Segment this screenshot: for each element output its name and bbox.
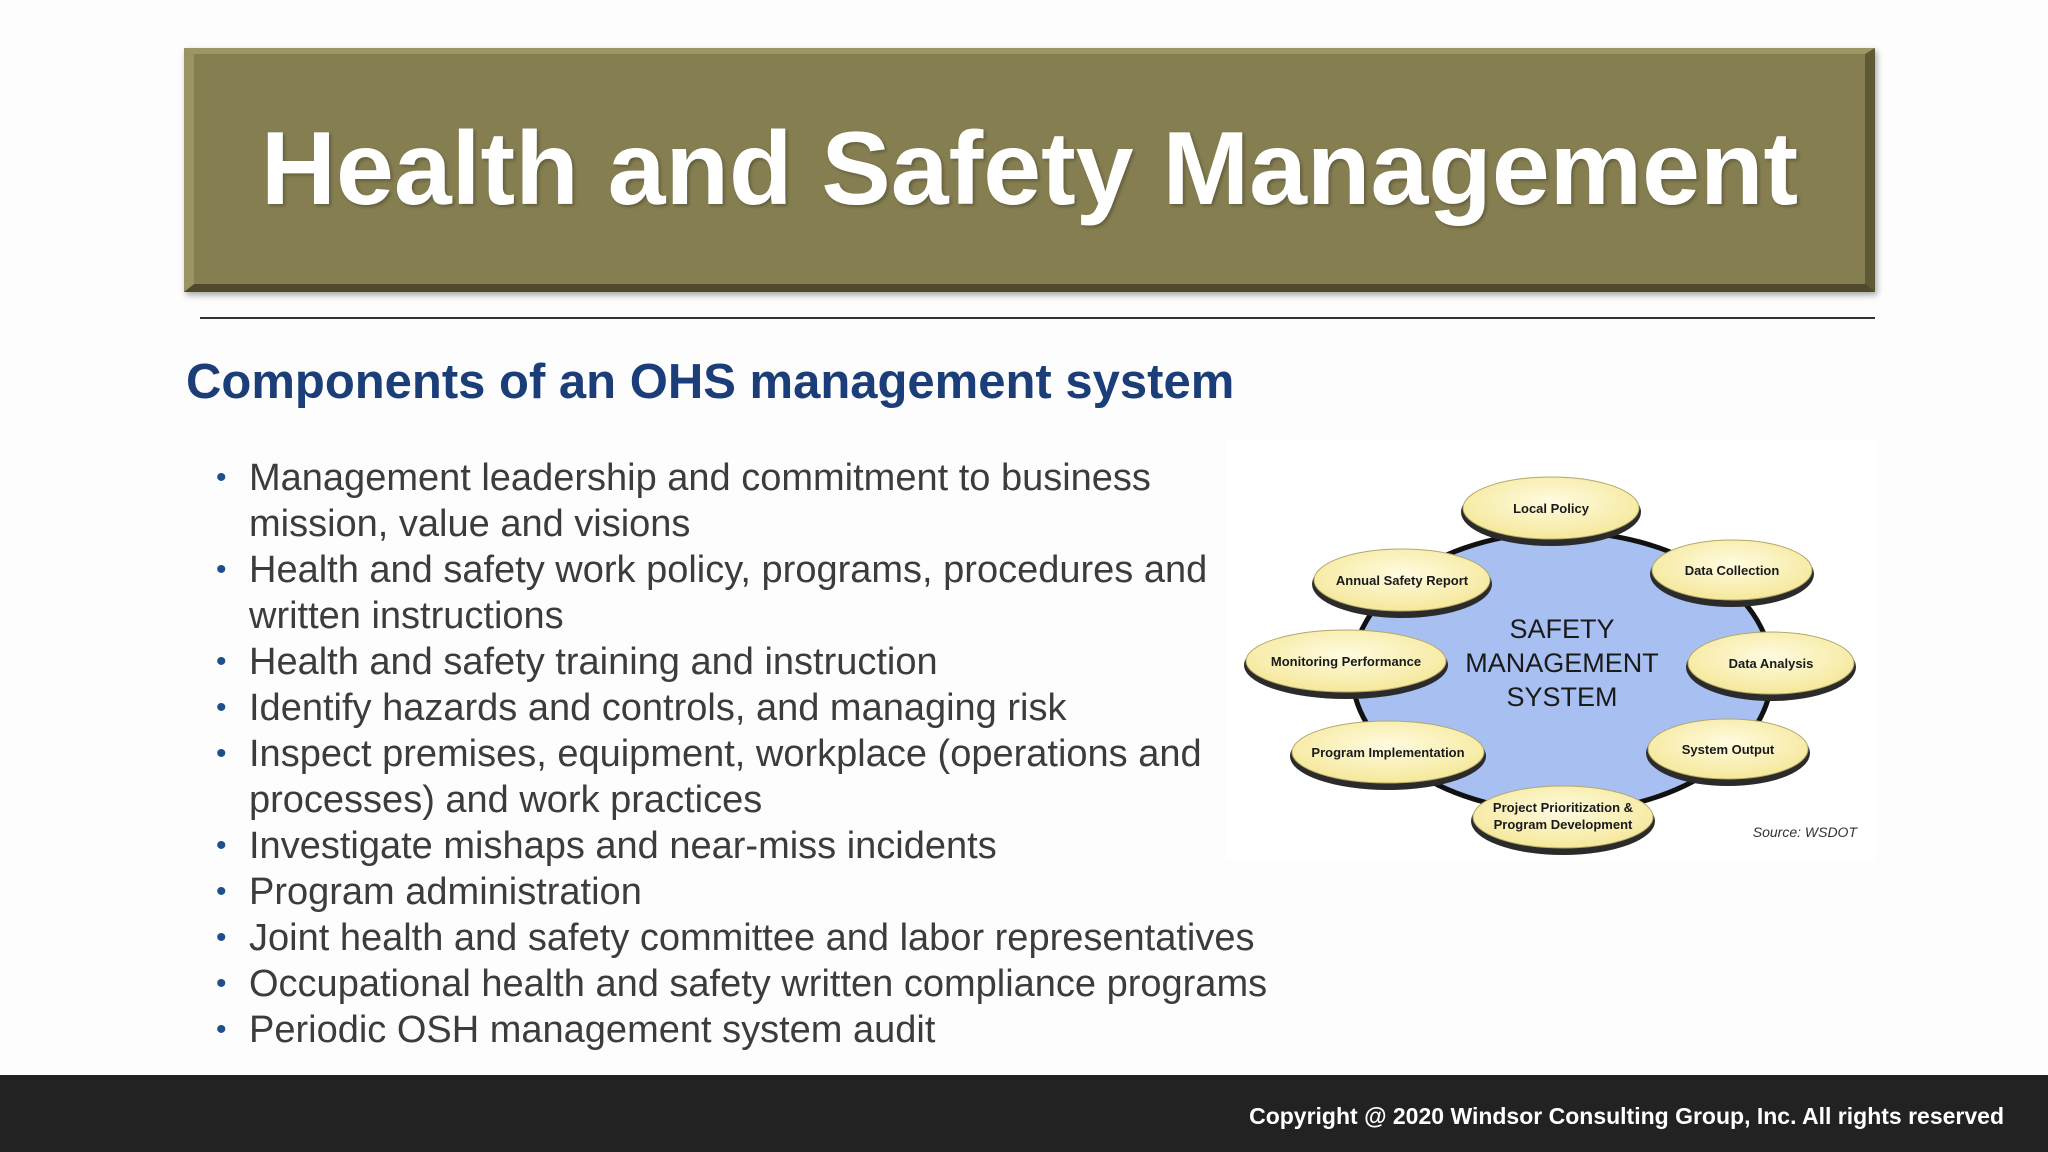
svg-text:SYSTEM: SYSTEM: [1506, 682, 1618, 712]
svg-text:SAFETY: SAFETY: [1509, 614, 1615, 644]
bullet-item: [216, 823, 1306, 869]
bullet-line: Occupational health and safety written compliance programs: [249, 963, 1268, 1005]
footer-bar: [0, 1075, 2048, 1152]
bullet-item: [216, 639, 1306, 685]
bullet-line: Joint health and safety committee and labor representatives: [249, 917, 1255, 959]
svg-text:MANAGEMENT: MANAGEMENT: [1465, 648, 1659, 678]
bullet-line: Program administration: [249, 871, 642, 913]
bullet-item: [216, 1007, 1306, 1053]
svg-text:Program Development: Program Development: [1493, 817, 1633, 832]
bullet-dot-icon: •: [216, 645, 227, 678]
section-heading: Components of an OHS management system: [186, 355, 1235, 409]
svg-text:System Output: System Output: [1681, 742, 1775, 757]
bullet-line: Investigate mishaps and near-miss incidents: [249, 825, 997, 867]
bullet-list: [216, 455, 1306, 1053]
bullet-line: Periodic OSH management system audit: [249, 1009, 936, 1051]
node-data-collection: [1650, 540, 1814, 607]
node-program-implementation: [1290, 721, 1486, 790]
node-local-policy: [1461, 477, 1641, 546]
bullet-item: [216, 961, 1306, 1007]
bullet-item: [216, 455, 1306, 547]
safety-management-diagram: [1226, 440, 1876, 860]
svg-text:Local Policy: Local Policy: [1513, 501, 1589, 516]
svg-text:Project Prioritization &: Project Prioritization &: [1492, 800, 1634, 815]
svg-text:Monitoring Performance: Monitoring Performance: [1270, 654, 1422, 669]
bullet-dot-icon: •: [216, 691, 227, 724]
bullet-dot-icon: •: [216, 829, 227, 862]
svg-text:Annual Safety Report: Annual Safety Report: [1335, 573, 1469, 588]
title-divider: [200, 317, 1875, 319]
bullet-line: mission, value and visions: [249, 503, 691, 545]
bullet-item: [216, 731, 1306, 823]
bullet-line: written instructions: [249, 595, 564, 637]
title-banner: [184, 48, 1875, 292]
bullet-dot-icon: •: [216, 737, 227, 770]
bullet-item: [216, 869, 1306, 915]
bullet-line: Health and safety work policy, programs, procedures and: [249, 549, 1208, 591]
bullet-dot-icon: •: [216, 461, 227, 494]
node-monitoring-performance: [1244, 630, 1448, 699]
node-annual-safety-report: [1312, 549, 1492, 618]
source-note: Source: WSDOT: [1752, 824, 1857, 840]
node-system-output: [1646, 719, 1810, 786]
bullet-item: [216, 547, 1306, 639]
bullet-line: processes) and work practices: [249, 779, 763, 821]
bullet-dot-icon: •: [216, 553, 227, 586]
bullet-line: Identify hazards and controls, and managing risk: [249, 687, 1067, 729]
bullet-item: [216, 685, 1306, 731]
bullet-line: Inspect premises, equipment, workplace (operations and: [249, 733, 1202, 775]
bullet-dot-icon: •: [216, 967, 227, 1000]
node-project-prioritization: [1471, 786, 1655, 855]
svg-text:Data Collection: Data Collection: [1684, 563, 1780, 578]
bullet-dot-icon: •: [216, 875, 227, 908]
node-data-analysis: [1686, 632, 1856, 701]
svg-text:Program Implementation: Program Implementation: [1311, 745, 1465, 760]
bullet-dot-icon: •: [216, 921, 227, 954]
bullet-line: Health and safety training and instruction: [249, 641, 938, 683]
page-title: Health and Safety Management: [260, 110, 1799, 227]
bullet-item: [216, 915, 1306, 961]
bullet-line: Management leadership and commitment to business: [249, 457, 1151, 499]
copyright-notice: Copyright @ 2020 Windsor Consulting Group, Inc. All rights reserved: [1249, 1103, 2004, 1129]
bullet-dot-icon: •: [216, 1013, 227, 1046]
svg-text:Data Analysis: Data Analysis: [1728, 656, 1814, 671]
